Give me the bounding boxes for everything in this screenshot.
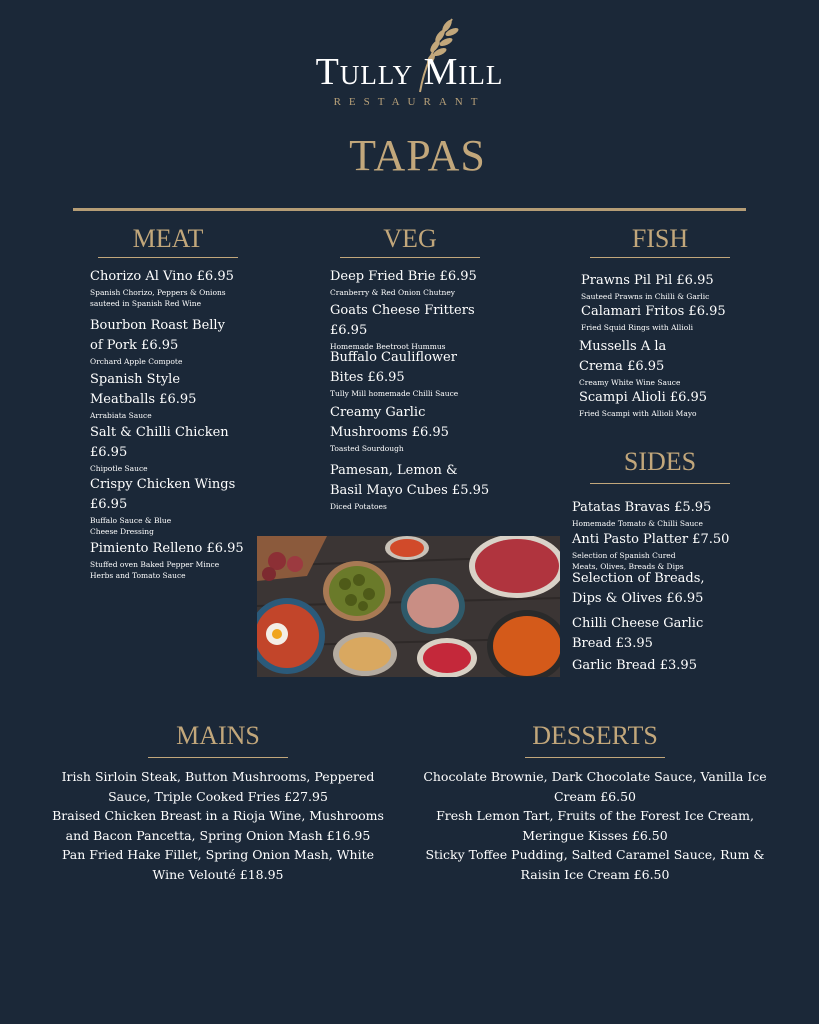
- desserts-item: Chocolate Brownie, Dark Chocolate Sauce, Vanilla Ice Cream £6.50: [423, 769, 767, 804]
- item-desc: Stuffed oven Baked Pepper Mince Herbs and Tomato Sauce: [90, 560, 220, 580]
- item-name: Salt & Chilli Chicken £6.95: [90, 425, 229, 460]
- item-name: Bourbon Roast Belly of Pork £6.95: [90, 318, 225, 353]
- item-name: Mussells A la Crema £6.95: [579, 339, 667, 374]
- meat-heading: MEAT: [132, 224, 204, 253]
- meat-item: [90, 267, 240, 309]
- veg-rule: [340, 257, 480, 258]
- fish-item: [581, 271, 751, 302]
- item-desc: Creamy White Wine Sauce: [579, 378, 681, 387]
- fish-item: [579, 337, 714, 388]
- item-name: Deep Fried Brie £6.95: [330, 269, 477, 284]
- item-name: Crispy Chicken Wings £6.95: [90, 477, 236, 512]
- item-desc: Homemade Tomato & Chilli Sauce: [572, 519, 703, 528]
- veg-item: [330, 403, 470, 454]
- sides-item: [572, 614, 742, 654]
- mains-heading: MAINS: [176, 721, 260, 750]
- meat-item: [90, 423, 240, 474]
- meat-item: [90, 370, 240, 421]
- sides-heading: SIDES: [623, 447, 697, 476]
- mains-list: [48, 767, 388, 884]
- meat-item: [90, 316, 240, 367]
- brand-name: Tully Mill: [315, 51, 504, 93]
- item-name: Goats Cheese Fritters £6.95: [330, 303, 475, 338]
- meat-item: [90, 539, 250, 581]
- veg-item: [330, 301, 490, 352]
- veg-item: [330, 267, 490, 298]
- item-name: Chilli Cheese Garlic Bread £3.95: [572, 616, 704, 651]
- item-name: Pamesan, Lemon & Basil Mayo Cubes £5.95: [330, 463, 490, 498]
- item-name: Scampi Alioli £6.95: [579, 390, 708, 405]
- brand-subtitle: RESTAURANT: [333, 96, 486, 108]
- item-desc: Spanish Chorizo, Peppers & Onions sauteed in Spanish Red Wine: [90, 288, 226, 308]
- tapas-photo: [257, 536, 560, 677]
- meat-rule: [98, 257, 238, 258]
- item-name: Calamari Fritos £6.95: [581, 304, 726, 319]
- veg-item: [330, 461, 490, 512]
- item-desc: Fried Scampi with Allioli Mayo: [579, 409, 697, 418]
- item-name: Anti Pasto Platter £7.50: [572, 532, 730, 547]
- fish-item: [581, 302, 751, 333]
- item-name: Creamy Garlic Mushrooms £6.95: [330, 405, 449, 440]
- item-desc: Diced Potatoes: [330, 502, 387, 511]
- item-name: Spanish Style Meatballs £6.95: [90, 372, 197, 407]
- item-desc: Tully Mill homemade Chilli Sauce: [330, 389, 459, 398]
- sides-item: [572, 498, 752, 529]
- item-name: Selection of Breads, Dips & Olives £6.95: [572, 571, 705, 606]
- page-title: TAPAS: [349, 131, 486, 180]
- item-desc: Fried Squid Rings with Allioli: [581, 323, 694, 332]
- sides-item: [572, 656, 752, 676]
- item-name: Patatas Bravas £5.95: [572, 500, 712, 515]
- item-name: Garlic Bread £3.95: [572, 658, 697, 673]
- desserts-rule: [525, 757, 665, 758]
- mains-item: Pan Fried Hake Fillet, Spring Onion Mash, White Wine Velouté £18.95: [61, 847, 375, 882]
- sides-item: [572, 569, 732, 609]
- item-name: Pimiento Relleno £6.95: [90, 541, 244, 556]
- veg-item: [330, 348, 490, 399]
- item-desc: Toasted Sourdough: [330, 444, 404, 453]
- desserts-list: [420, 767, 770, 884]
- item-desc: Sauteed Prawns in Chilli & Garlic: [581, 292, 710, 301]
- sides-rule: [590, 483, 730, 484]
- item-desc: Selection of Spanish Cured Meats, Olives, Breads & Dips: [572, 551, 684, 571]
- item-desc: Homemade Beetroot Hummus: [330, 342, 446, 351]
- item-desc: Orchard Apple Compote: [90, 357, 183, 366]
- mains-item: Irish Sirloin Steak, Button Mushrooms, Peppered Sauce, Triple Cooked Fries £27.95: [61, 769, 375, 804]
- fish-heading: FISH: [631, 224, 689, 253]
- title-divider: [73, 208, 746, 211]
- fish-item: [579, 388, 749, 419]
- item-desc: Buffalo Sauce & Blue Cheese Dressing: [90, 516, 172, 536]
- item-desc: Chipotle Sauce: [90, 464, 148, 473]
- item-desc: Arrabiata Sauce: [90, 411, 152, 420]
- sides-item: [572, 530, 752, 572]
- desserts-item: Sticky Toffee Pudding, Salted Caramel Sauce, Rum & Raisin Ice Cream £6.50: [425, 847, 765, 882]
- fish-rule: [590, 257, 730, 258]
- item-name: Chorizo Al Vino £6.95: [90, 269, 234, 284]
- item-desc: Cranberry & Red Onion Chutney: [330, 288, 456, 297]
- meat-item: [90, 475, 240, 537]
- mains-item: Braised Chicken Breast in a Rioja Wine, Mushrooms and Bacon Pancetta, Spring Onion Mash £16.95: [52, 808, 384, 843]
- item-name: Buffalo Cauliflower Bites £6.95: [330, 350, 457, 385]
- item-name: Prawns Pil Pil £6.95: [581, 273, 714, 288]
- mains-rule: [148, 757, 288, 758]
- veg-heading: VEG: [383, 224, 437, 253]
- desserts-item: Fresh Lemon Tart, Fruits of the Forest Ice Cream, Meringue Kisses £6.50: [436, 808, 754, 843]
- desserts-heading: DESSERTS: [532, 721, 658, 750]
